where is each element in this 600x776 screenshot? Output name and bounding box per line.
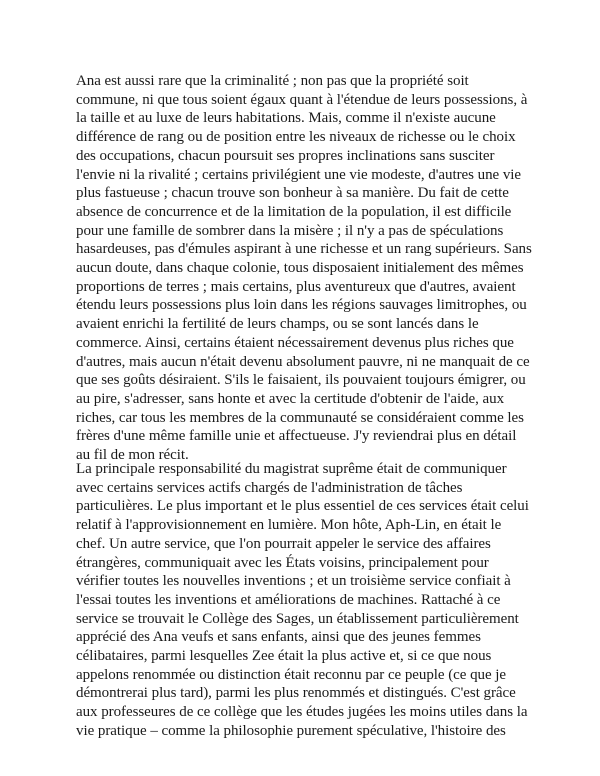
- paragraph-2: La principale responsabilité du magistrat suprême était de communiquer avec certains services actifs chargés de l'administration de tâches particulières. Le plus important et le plus essentiel de ces services était celui relatif à l'approvisionnement en lumière. Mon hôte, Aph-Lin, en était le chef. Un autre service, que l'on pourrait appeler le service des affaires étrangères, communiquait avec les États voisins, principalement pour vérifier toutes les nouvelles inventions ; et un troisième service confiait à l'essai toutes les inventions et améliorations de machines. Rattaché à ce service se trouvait le Collège des Sages, un établissement particulièrement apprécié des Ana veufs et sans enfants, ainsi que des jeunes femmes célibataires, parmi lesquelles Zee était la plus active et, si ce que nous appelons renommée ou distinction était reconnu par ce peuple (ce que je démontrerai plus tard), parmi les plus renommés et distingués. C'est grâce aux professeures de ce collège que les études jugées les moins utiles dans la vie pratique – comme la philosophie purement spéculative, l'histoire des: [76, 461, 529, 739]
- paragraph-1: Ana est aussi rare que la criminalité ; non pas que la propriété soit commune, ni que tous soient égaux quant à l'étendue de leurs possessions, à la taille et au luxe de leurs habitations. Mais, comme il n'existe aucune différence de rang ou de position entre les niveaux de richesse ou le choix des occupations, chacun poursuit ses propres inclinations sans susciter l'envie ni la rivalité ; certains privilégient une vie modeste, d'autres une vie plus fastueuse ; chacun trouve son bonheur à sa manière. Du fait de cette absence de concurrence et de la limitation de la population, il est difficile pour une famille de sombrer dans la misère ; il n'y a pas de spéculations hasardeuses, pas d'émules aspirant à une richesse et un rang supérieurs. Sans aucun doute, dans chaque colonie, tous disposaient initialement des mêmes proportions de terres ; mais certains, plus aventureux que d'autres, avaient étendu leurs possessions plus loin dans les régions sauvages limitrophes, ou avaient enrichi la fertilité de leurs champs, ou se sont lancés dans le commerce. Ainsi, certains étaient nécessairement devenus plus riches que d'autres, mais aucun n'était devenu absolument pauvre, ni ne manquait de ce que ses goûts désiraient. S'ils le faisaient, ils pouvaient toujours émigrer, ou au pire, s'adresser, sans honte et avec la certitude d'obtenir de l'aide, aux riches, car tous les membres de la communauté se considéraient comme les frères d'une même famille unie et affectueuse. J'y reviendrai plus en détail au fil de mon récit.: [76, 73, 532, 464]
- paragraph-block-1: [76, 72, 532, 465]
- paragraph-block-2: [76, 460, 532, 741]
